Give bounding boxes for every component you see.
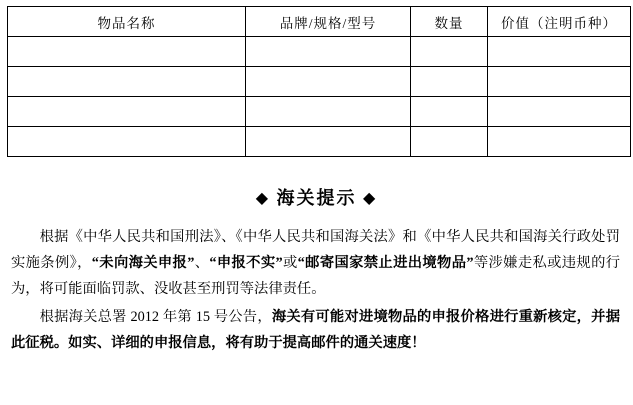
- notice-p2-part1: 根据海关总署 2012 年第 15 号公告，: [39, 309, 272, 325]
- notice-paragraph-legal: [7, 224, 626, 302]
- diamond-left-icon: ◆: [255, 190, 270, 207]
- table-header-value-currency: 价值（注明币种）: [488, 7, 631, 37]
- table-header-item-name: 物品名称: [8, 7, 246, 37]
- diamond-right-icon: ◆: [363, 190, 378, 207]
- cell-brand[interactable]: [246, 67, 411, 97]
- cell-value[interactable]: [488, 67, 631, 97]
- table-row[interactable]: [8, 37, 631, 67]
- table-header-quantity: 数量: [411, 7, 488, 37]
- notice-p1-quote3: “邮寄国家禁止进出境物品”: [297, 255, 474, 271]
- cell-value[interactable]: [488, 37, 631, 67]
- table-header-row: [8, 7, 631, 37]
- customs-notice-section: [7, 176, 626, 358]
- cell-brand[interactable]: [246, 97, 411, 127]
- notice-title-text: 海关提示: [276, 188, 357, 208]
- notice-p2-bold: 海关有可能对进境物品的申报价格进行重新核定，并据此征税。如实、详细的申报信息，将有助于提高邮件的通关速度！: [11, 309, 620, 351]
- cell-item-name[interactable]: [8, 127, 246, 157]
- cell-value[interactable]: [488, 97, 631, 127]
- cell-item-name[interactable]: [8, 97, 246, 127]
- goods-table: [7, 6, 631, 157]
- cell-quantity[interactable]: [411, 97, 488, 127]
- notice-p1-part2: 等涉嫌走私或违规的行为，将可能面临罚款、没收甚至刑罚等法律责任。: [11, 255, 621, 297]
- notice-p1-sep2: 或: [282, 255, 298, 271]
- table-row[interactable]: [8, 67, 631, 97]
- cell-quantity[interactable]: [411, 67, 488, 97]
- cell-value[interactable]: [488, 127, 631, 157]
- table-row[interactable]: [8, 127, 631, 157]
- notice-p1-sep1: 、: [194, 255, 210, 271]
- cell-item-name[interactable]: [8, 67, 246, 97]
- cell-brand[interactable]: [246, 127, 411, 157]
- table-header-brand-spec-model: 品牌/规格/型号: [246, 7, 411, 37]
- table-row[interactable]: [8, 97, 631, 127]
- notice-p1-part1: 根据《中华人民共和国刑法》、《中华人民共和国海关法》和《中华人民共和国海关行政处罚实施条例》，: [11, 229, 620, 271]
- notice-paragraph-announcement: [7, 304, 626, 356]
- notice-p1-quote2: “申报不实”: [209, 255, 283, 271]
- notice-title: [7, 184, 626, 210]
- notice-p1-quote1: “未向海关申报”: [91, 255, 195, 271]
- cell-brand[interactable]: [246, 37, 411, 67]
- cell-quantity[interactable]: [411, 127, 488, 157]
- cell-quantity[interactable]: [411, 37, 488, 67]
- cell-item-name[interactable]: [8, 37, 246, 67]
